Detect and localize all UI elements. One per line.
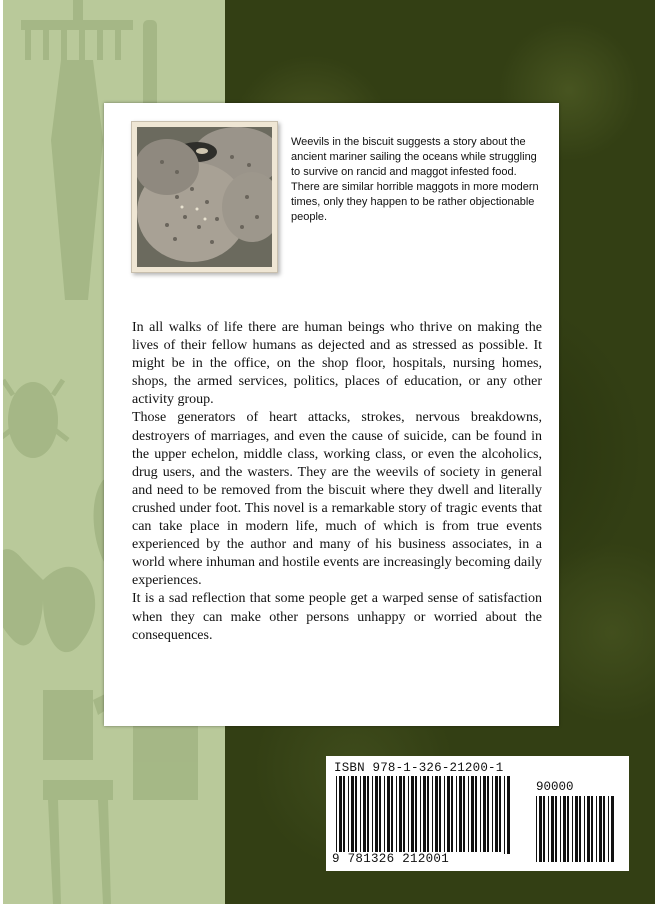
barcode-bar — [351, 776, 354, 854]
barcode-bar — [495, 776, 498, 854]
barcode-bar — [367, 776, 369, 854]
barcode-bar — [372, 776, 373, 854]
barcode-bar — [363, 776, 366, 854]
barcode-bar — [384, 776, 385, 854]
isbn-barcode — [326, 756, 629, 871]
barcode-bar — [336, 776, 337, 854]
barcode-bar — [348, 776, 349, 854]
blurb-text: Weevils in the biscuit suggests a story about the ancient mariner sailing the oceans while struggling to survive on rancid and maggot infested food. There are similar horrible maggots in more modern times, only they happen to be rather objectionable people. — [291, 136, 539, 223]
barcode-bar — [420, 776, 421, 854]
barcode-bar — [507, 776, 510, 854]
back-cover — [3, 0, 655, 904]
barcode-bar — [360, 776, 361, 854]
barcode-bar — [567, 796, 569, 862]
tool-handle-icon — [51, 60, 103, 300]
synopsis — [132, 319, 542, 645]
barcode-bar — [499, 776, 501, 854]
barcode-bar — [563, 796, 566, 862]
barcode-bar — [451, 776, 453, 854]
barcode-bar — [403, 776, 405, 854]
biscuit-photo — [131, 121, 278, 273]
price-code: 90000 — [536, 780, 574, 794]
barcode-bar — [432, 776, 433, 854]
barcode-bar — [375, 776, 378, 854]
barcode-bar — [555, 796, 557, 862]
synopsis-paragraph: It is a sad reflection that some people get a warped sense of satisfaction when they can make other persons unhappy or worried about the consequences. — [132, 591, 542, 643]
barcode-bar — [396, 776, 397, 854]
barcode-bar — [408, 776, 409, 854]
barcode-digits: 9 781326 212001 — [332, 852, 502, 866]
barcode-bar — [587, 796, 590, 862]
weevil-biscuit-image — [137, 127, 272, 267]
barcode-bar — [463, 776, 465, 854]
addon-barcode-bars — [536, 796, 616, 866]
butterfly-icon — [3, 549, 95, 652]
barcode-bar — [551, 796, 554, 862]
barcode-bar — [427, 776, 429, 854]
barcode-bar — [548, 796, 549, 862]
barcode-bar — [504, 776, 505, 854]
barcode-bar — [611, 796, 614, 862]
beetle-icon — [8, 382, 58, 458]
barcode-bar — [468, 776, 469, 854]
barcode-bar — [603, 796, 605, 862]
barcode-bar — [575, 796, 578, 862]
chair-icon — [43, 780, 113, 904]
barcode-bar — [456, 776, 457, 854]
barcode-bar — [539, 796, 542, 862]
barcode-bar — [444, 776, 445, 854]
barcode-bar — [608, 796, 609, 862]
barcode-bar — [572, 796, 573, 862]
barcode-bar — [391, 776, 393, 854]
barcode-bar — [379, 776, 381, 854]
barcode-bar — [459, 776, 462, 854]
barcode-bar — [439, 776, 441, 854]
barcode-bar — [480, 776, 481, 854]
barcode-bar — [483, 776, 486, 854]
ean-barcode-bars — [336, 776, 516, 856]
barcode-bar — [399, 776, 402, 854]
barcode-bar — [492, 776, 493, 854]
barcode-bar — [579, 796, 581, 862]
barcode-bar — [435, 776, 438, 854]
barcode-bar — [584, 796, 585, 862]
barcode-bar — [487, 776, 489, 854]
barcode-bar — [596, 796, 597, 862]
barcode-bar — [471, 776, 474, 854]
barcode-bar — [339, 776, 342, 854]
barcode-bar — [543, 796, 545, 862]
barcode-bar — [536, 796, 537, 862]
barcode-bar — [475, 776, 477, 854]
barcode-bar — [591, 796, 593, 862]
synopsis-paragraph: In all walks of life there are human beings who thrive on making the lives of their fellow humans as dejected and as stressed as possible. It might be in the office, on the shop floor, hospitals, nursing homes, shops, the armed services, politics, places of education, or any other activity group. — [132, 320, 542, 408]
barcode-bar — [560, 796, 561, 862]
barcode-bar — [599, 796, 602, 862]
barcode-bar — [387, 776, 390, 854]
barcode-bar — [355, 776, 357, 854]
barcode-bar — [415, 776, 417, 854]
synopsis-paragraph: Those generators of heart attacks, strokes, nervous breakdowns, destroyers of marriages, and even the cause of suicide, can be found in the upper echelon, middle class, working class, or even the alcoholics, drug users, and the wasters. They are the weevils of society in general and need to be removed from the biscuit where they dwell and literally crushed under foot. This novel is a remarkable story of tragic events that can take place in modern life, much of which is from true events experienced by the author and many of his business associates, in a world where inhuman and hostile events are increasingly becoming daily experiences. — [132, 410, 542, 589]
text-panel — [104, 103, 559, 726]
barcode-bar — [411, 776, 414, 854]
barcode-bar — [423, 776, 426, 854]
isbn-label: ISBN 978-1-326-21200-1 — [334, 761, 504, 775]
barcode-bar — [343, 776, 345, 854]
barcode-bar — [447, 776, 450, 854]
rake-icon — [21, 0, 133, 60]
